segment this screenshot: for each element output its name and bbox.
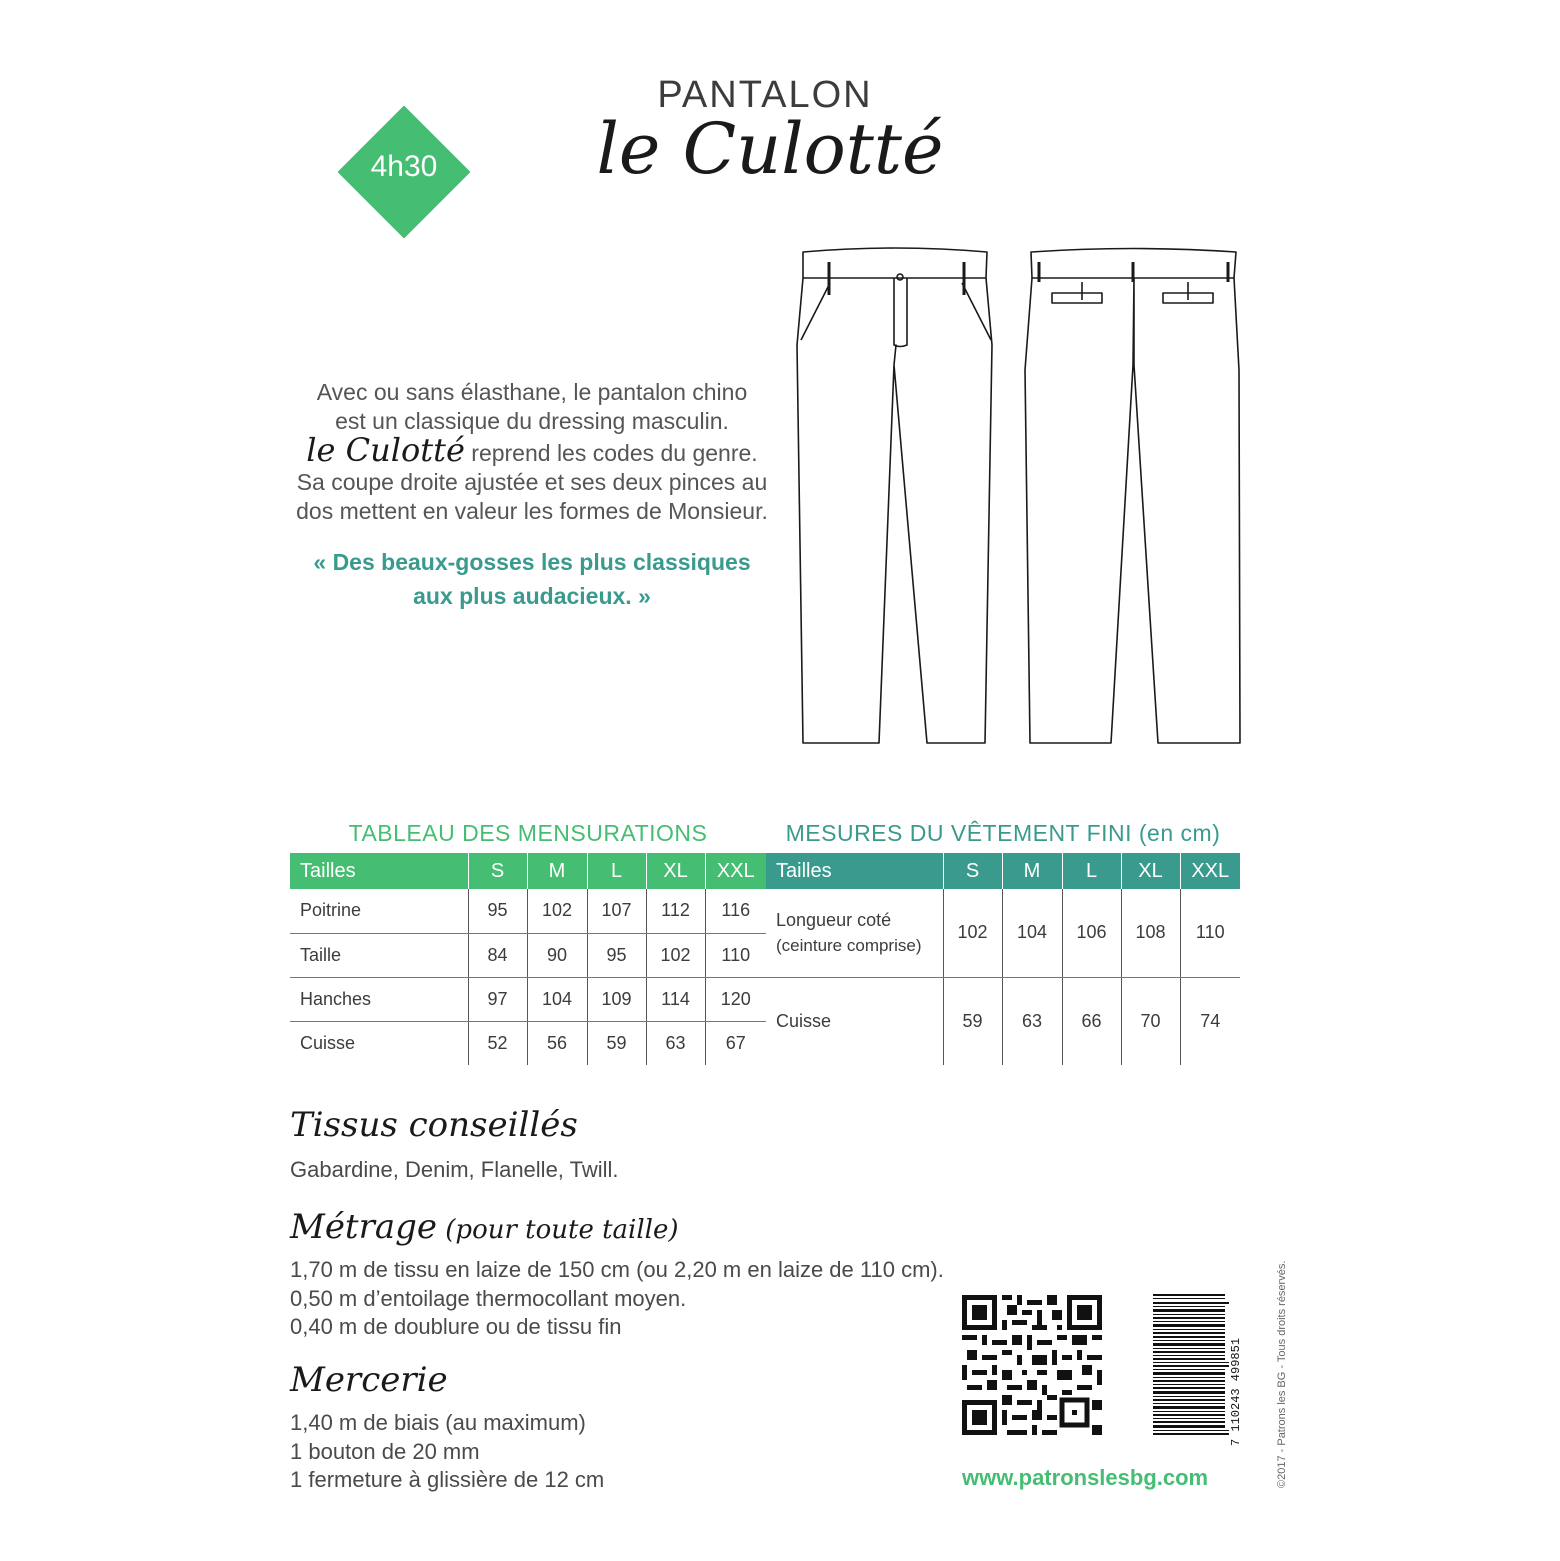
pants-front-view: [797, 248, 992, 743]
yardage-section-title: [290, 1207, 679, 1247]
row-label: Hanches: [290, 977, 468, 1021]
table-cell: 59: [943, 977, 1002, 1065]
table-cell: 109: [587, 977, 646, 1021]
table-cell: 63: [646, 1021, 705, 1065]
table-header-cell: XL: [1121, 853, 1180, 889]
table-cell: 104: [527, 977, 587, 1021]
yardage-title-main: Métrage: [290, 1207, 438, 1247]
table-header-cell: L: [587, 853, 646, 889]
description-line: dos mettent en valeur les formes de Monsieur.: [296, 498, 768, 524]
copyright-notice: ©2017 - Patrons les BG - Tous droits réservés.: [1276, 1260, 1288, 1488]
table-cell: 59: [587, 1021, 646, 1065]
row-label: Cuisse: [300, 1032, 356, 1053]
table-row: [290, 933, 766, 977]
finished-garment-table-title: MESURES DU VÊTEMENT FINI (en cm): [785, 820, 1221, 846]
barcode-number: 7 110243 499851: [1229, 1337, 1243, 1446]
product-category-title: PANTALON: [657, 74, 873, 116]
fabrics-section-title: Tissus conseillés: [290, 1105, 578, 1145]
body-measurements-table: [290, 853, 766, 1065]
product-name-inline: le Culotté: [306, 431, 465, 469]
finished-garment-table: [766, 853, 1240, 1065]
row-label: [766, 889, 943, 977]
table-header-row: [290, 853, 766, 889]
yardage-line: 0,40 m de doublure ou de tissu fin: [290, 1314, 622, 1339]
table-header-cell: M: [527, 853, 587, 889]
table-cell: 112: [646, 889, 705, 933]
table-cell: 66: [1062, 977, 1121, 1065]
tagline-quote: [270, 545, 794, 613]
table-row: [766, 977, 1240, 1065]
notions-line: 1,40 m de biais (au maximum): [290, 1410, 586, 1435]
fabrics-text: Gabardine, Denim, Flanelle, Twill.: [290, 1157, 619, 1182]
barcode: [1153, 1294, 1241, 1446]
table-cell: 95: [468, 889, 527, 933]
table-cell: 67: [705, 1021, 766, 1065]
notions-list: [290, 1409, 604, 1495]
table-header-cell: XL: [646, 853, 705, 889]
table-cell: 95: [587, 933, 646, 977]
table-header-cell: Tailles: [766, 853, 943, 889]
pants-back-view: [1025, 249, 1240, 744]
pants-technical-drawing: [780, 240, 1260, 750]
table-header-cell: Tailles: [290, 853, 468, 889]
row-label-line: (ceinture comprise): [776, 935, 922, 955]
table-row: [290, 977, 766, 1021]
yardage-line: 1,70 m de tissu en laize de 150 cm (ou 2,20 m en laize de 110 cm).: [290, 1257, 944, 1282]
table-cell: 110: [1180, 889, 1240, 977]
duration-badge-label: 4h30: [370, 150, 438, 183]
notions-line: 1 fermeture à glissière de 12 cm: [290, 1467, 605, 1492]
row-label: Cuisse: [776, 1011, 832, 1032]
table-cell: 97: [468, 977, 527, 1021]
table-row: [290, 1021, 766, 1065]
table-cell: 90: [527, 933, 587, 977]
row-label: Poitrine: [290, 889, 468, 933]
measurements-table-title: TABLEAU DES MENSURATIONS: [348, 820, 708, 846]
product-name-title: le Culotté: [596, 108, 944, 190]
quote-line: « Des beaux-gosses les plus classiques: [313, 549, 751, 575]
row-label: Taille: [290, 933, 468, 977]
table-cell: 120: [705, 977, 766, 1021]
table-cell: 56: [527, 1021, 587, 1065]
table-cell: 63: [1002, 977, 1062, 1065]
table-cell: 52: [468, 1021, 527, 1065]
table-cell: 107: [587, 889, 646, 933]
description-text: reprend les codes du genre.: [464, 440, 758, 466]
notions-section-title: Mercerie: [290, 1360, 448, 1400]
table-cell: 70: [1121, 977, 1180, 1065]
website-link[interactable]: www.patronslesbg.com: [962, 1465, 1209, 1490]
table-header-cell: XXL: [705, 853, 766, 889]
table-header-cell: S: [943, 853, 1002, 889]
table-cell: 74: [1180, 977, 1240, 1065]
row-label-line: Longueur coté: [776, 909, 892, 930]
table-header-cell: M: [1002, 853, 1062, 889]
table-cell: 84: [468, 933, 527, 977]
description-line: Avec ou sans élasthane, le pantalon chino: [316, 379, 748, 405]
quote-line: aux plus audacieux. »: [413, 583, 651, 609]
table-header-row: [766, 853, 1240, 889]
product-description: [270, 378, 794, 526]
table-cell: 102: [646, 933, 705, 977]
table-header-cell: XXL: [1180, 853, 1240, 889]
yardage-line: 0,50 m d’entoilage thermocollant moyen.: [290, 1285, 687, 1311]
description-line: [270, 431, 794, 469]
description-line: est un classique du dressing masculin.: [335, 408, 729, 434]
table-row: [290, 889, 766, 933]
table-cell: 104: [1002, 889, 1062, 977]
description-line: Sa coupe droite ajustée et ses deux pinces au: [296, 469, 768, 495]
qr-code[interactable]: [962, 1295, 1102, 1435]
table-cell: 102: [527, 889, 587, 933]
yardage-title-note: (pour toute taille): [437, 1215, 679, 1245]
table-cell: 116: [705, 889, 766, 933]
table-cell: 106: [1062, 889, 1121, 977]
table-header-cell: L: [1062, 853, 1121, 889]
table-row: [766, 889, 1240, 977]
notions-line: 1 bouton de 20 mm: [290, 1438, 480, 1464]
table-cell: 110: [705, 933, 766, 977]
table-cell: 114: [646, 977, 705, 1021]
yardage-list: [290, 1256, 944, 1342]
table-header-cell: S: [468, 853, 527, 889]
table-cell: 108: [1121, 889, 1180, 977]
table-cell: 102: [943, 889, 1002, 977]
